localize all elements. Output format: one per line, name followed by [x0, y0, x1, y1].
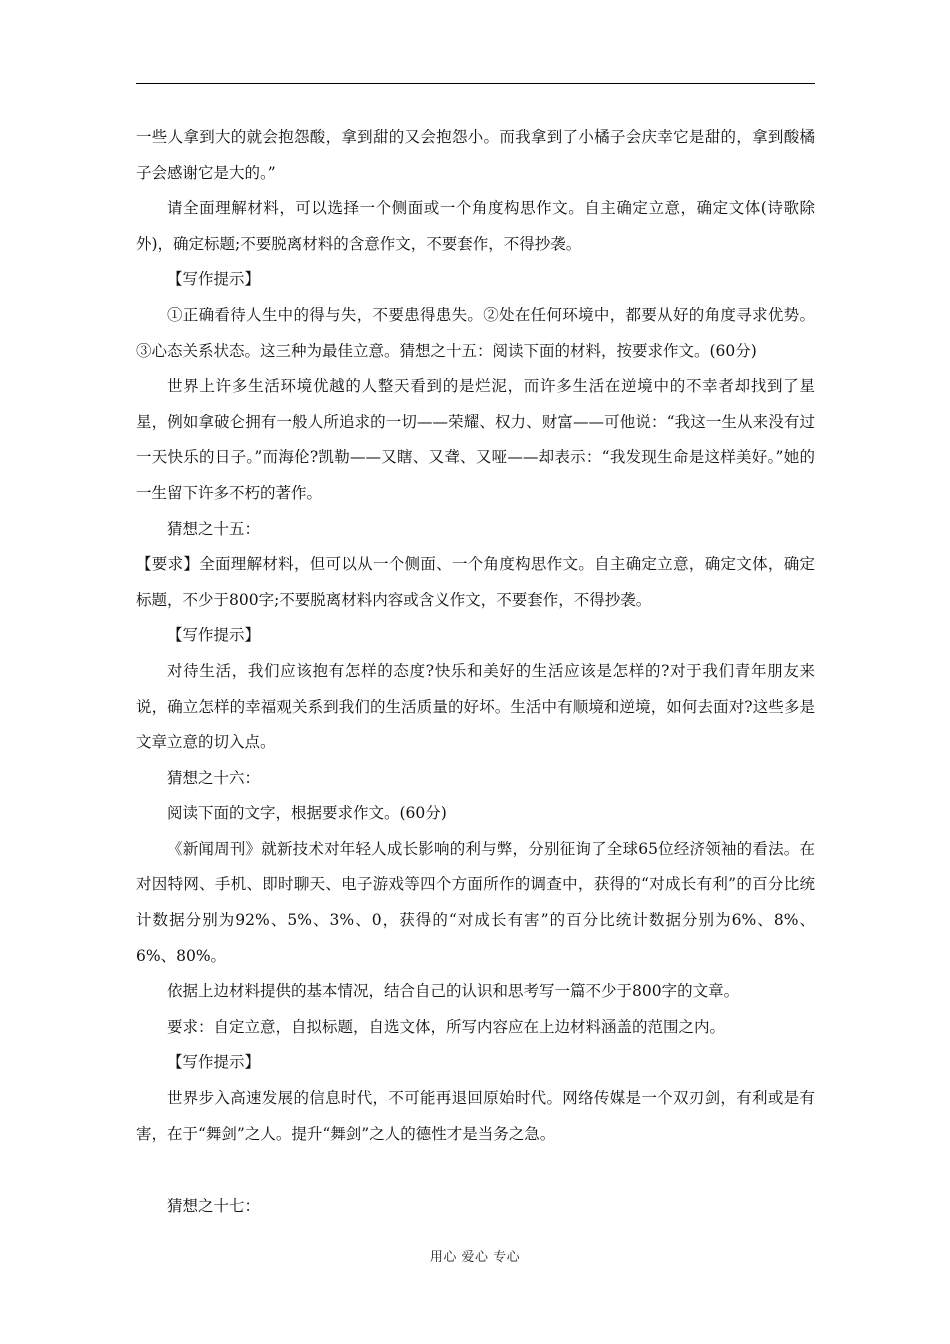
paragraph-material-end: 一些人拿到大的就会抱怨酸，拿到甜的又会抱怨小。而我拿到了小橘子会庆幸它是甜的，拿到酸橘子会感谢它是大的。” — [136, 128, 815, 182]
paragraph-material: 世界上许多生活环境优越的人整天看到的是烂泥，而许多生活在逆境中的不幸者却找到了星星，例如拿破仑拥有一般人所追求的一切——荣耀、权力、财富——可他说：“我这一生从来没有过一天快乐的日子。”而海伦?凯勒——又瞎、又聋、又哑——却表示：“我发现生命是这样美好。”她的一生留下许多不朽的著作。 — [136, 377, 815, 502]
paragraph-writing-tips: ①正确看待人生中的得与失，不要患得患失。②处在任何环境中，都要从好的角度寻求优势。③心态关系状态。这三种为最佳立意。猜想之十五：阅读下面的材料，按要求作文。(60分) — [136, 305, 815, 360]
paragraph-requirements: 【要求】全面理解材料，但可以从一个侧面、一个角度构思作文。自主确定立意，确定文体，确定标题，不少于800字;不要脱离材料内容或含义作文，不要套作，不得抄袭。 — [136, 555, 815, 609]
paragraph-instructions: 请全面理解材料，可以选择一个侧面或一个角度构思作文。自主确定立意，确定文体(诗歌除外)，确定标题;不要脱离材料的含意作文，不要套作，不得抄袭。 — [136, 199, 815, 253]
paragraph-writing-tips: 世界步入高速发展的信息时代，不可能再退回原始时代。网络传媒是一个双刃剑，有利或是有害，在于“舞剑”之人。提升“舞剑”之人的德性才是当务之急。 — [136, 1089, 815, 1143]
page-footer: 用心 爱心 专心 — [429, 1250, 521, 1265]
paragraph-instructions: 依据上边材料提供的基本情况，结合自己的认识和思考写一篇不少于800字的文章。 — [167, 982, 740, 1001]
paragraph-section-heading: 猜想之十六： — [167, 768, 261, 787]
paragraph-material: 《新闻周刊》就新技术对年轻人成长影响的利与弊，分别征询了全球65位经济领袖的看法。在对因特网、手机、即时聊天、电子游戏等四个方面所作的调查中，获得的“对成长有利”的百分比统计数据分别为92%、5%、3%、0，获得的“对成长有害”的百分比统计数据分别为6%、8%、6%、80%。 — [136, 839, 815, 965]
document-body — [136, 120, 815, 1225]
paragraph-writing-tips-heading: 【写作提示】 — [167, 626, 261, 645]
paragraph-requirements: 要求：自定立意，自拟标题，自选文体，所写内容应在上边材料涵盖的范围之内。 — [167, 1017, 726, 1036]
paragraph-section-heading: 猜想之十五： — [167, 519, 261, 538]
paragraph-writing-tips-heading: 【写作提示】 — [167, 1053, 261, 1072]
paragraph-writing-tips: 对待生活，我们应该抱有怎样的态度?快乐和美好的生活应该是怎样的?对于我们青年朋友来说，确立怎样的幸福观关系到我们的生活质量的好坏。生活中有顺境和逆境，如何去面对?这些多是文章立意的切入点。 — [136, 661, 815, 752]
paragraph-section-heading: 猜想之十七： — [167, 1197, 261, 1216]
paragraph-writing-tips-heading: 【写作提示】 — [167, 270, 261, 289]
header-rule — [136, 83, 815, 84]
paragraph-instructions: 阅读下面的文字，根据要求作文。(60分) — [167, 804, 447, 823]
